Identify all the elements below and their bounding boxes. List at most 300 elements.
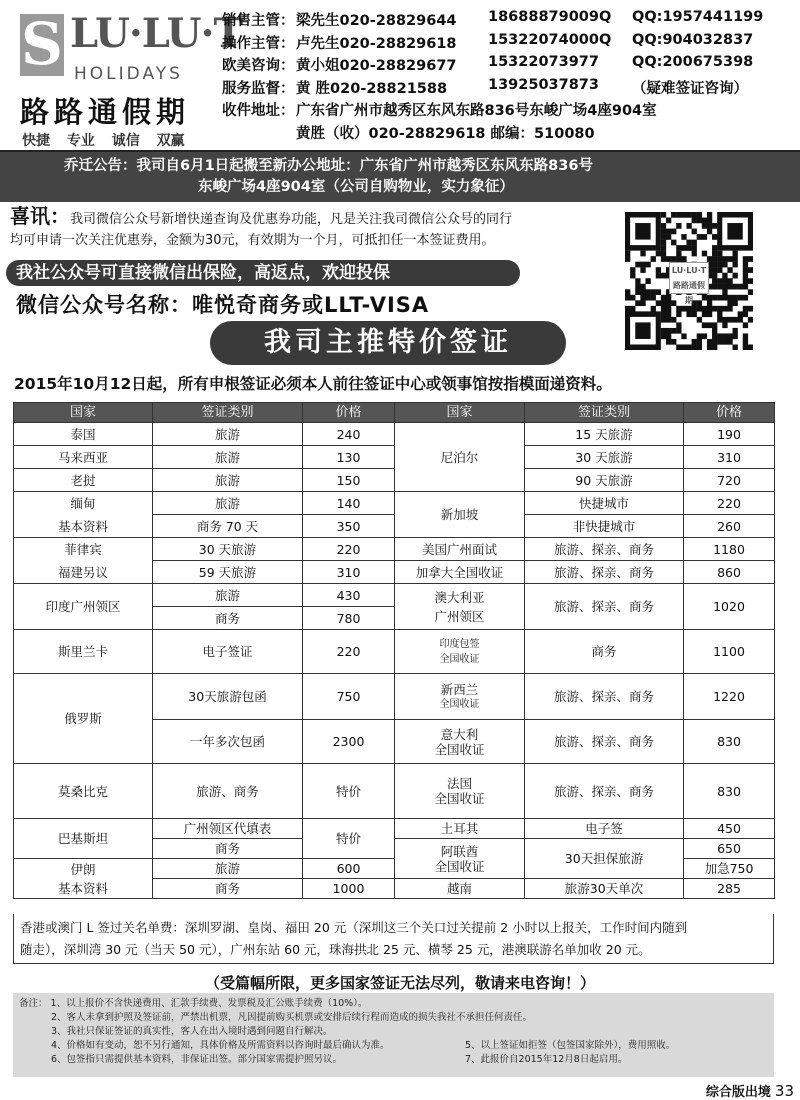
type-cell: 非快捷城市 — [525, 515, 684, 538]
country-note: 基本资料 — [57, 518, 108, 534]
qr-module — [743, 284, 748, 290]
price-cell: 780 — [303, 607, 395, 630]
qr-module — [661, 328, 666, 334]
qr-module — [692, 212, 697, 218]
qr-module — [651, 289, 656, 295]
qr-module — [743, 262, 748, 268]
type-cell: 旅游30天单次 — [525, 879, 684, 899]
qr-module — [748, 317, 753, 323]
qr-module — [671, 240, 676, 246]
type-cell: 旅游、探亲、商务 — [525, 561, 684, 584]
type-cell: 59 天旅游 — [153, 561, 303, 584]
type-cell: 旅游 — [153, 584, 303, 607]
logo-slogan: 快捷 专业 诚信 双赢 — [22, 133, 185, 149]
qr-module — [640, 295, 645, 301]
visa-price-table — [13, 402, 775, 899]
qr-module — [692, 240, 697, 246]
qr-module — [727, 339, 732, 345]
qr-module — [733, 284, 738, 290]
remark-line — [19, 997, 768, 1011]
qr-module — [702, 251, 707, 257]
type-cell: 30 天旅游 — [525, 446, 684, 469]
type-cell: 旅游、探亲、商务 — [525, 764, 684, 819]
qr-module — [702, 311, 707, 317]
qr-module — [702, 306, 707, 312]
qr-module — [743, 339, 748, 345]
qr-module — [738, 295, 743, 301]
header-country: 国家 — [395, 403, 525, 423]
qr-module — [676, 328, 681, 334]
announcement — [10, 206, 622, 251]
country-cell: 莫桑比克 — [14, 764, 153, 819]
qr-module — [676, 306, 681, 312]
qr-module — [651, 306, 656, 312]
qr-module — [712, 344, 717, 350]
qr-module — [722, 289, 727, 295]
country-name: 新西兰 — [440, 681, 479, 697]
contact-phone[interactable]: 梁先生020-28829644 — [296, 13, 457, 29]
type-cell: 商务 — [153, 607, 303, 630]
qr-module — [712, 245, 717, 251]
contact-label: 欧美咨询： — [222, 58, 295, 74]
qr-module — [738, 317, 743, 323]
wechat-account-name: 微信公众号名称：唯悦奇商务或LLT-VISA — [16, 293, 430, 317]
qr-module — [727, 284, 732, 290]
remark-text: 3、我社只保证签证的真实性，客人在出入境时遇到问题自行解决。 — [51, 1026, 333, 1037]
notice-line: 东峻广场4座904室（公司自购物业，实力象征） — [198, 179, 514, 195]
country-note: 全国收证 — [434, 791, 485, 806]
qr-module — [743, 311, 748, 317]
country-name: 阿联酋 — [440, 843, 479, 859]
hk-fees-line: 香港或澳门 L 签过关名单费：深圳罗湖、皇岗、福田 20 元（深圳这三个关口过关提前 2 小时以上报关，工作时间内随到 — [20, 920, 688, 935]
price-cell: 220 — [303, 630, 395, 674]
qr-module — [717, 339, 722, 345]
table-row — [14, 819, 775, 839]
table-row — [14, 492, 775, 515]
qr-module — [640, 251, 645, 257]
table-row — [14, 423, 775, 446]
qr-module — [712, 251, 717, 257]
qr-module — [707, 229, 712, 235]
qr-module — [743, 306, 748, 312]
qr-module — [661, 256, 666, 262]
contact-qq[interactable]: QQ:1957441199 — [632, 9, 764, 25]
qr-module — [692, 218, 697, 224]
qr-module — [661, 333, 666, 339]
qr-module — [661, 311, 666, 317]
qr-module — [722, 322, 727, 328]
qr-module — [712, 306, 717, 312]
price-cell: 720 — [684, 469, 775, 492]
qr-module — [676, 344, 681, 350]
country-cell: 印度广州领区 — [14, 584, 153, 630]
price-cell: 310 — [303, 561, 395, 584]
price-cell: 830 — [684, 720, 775, 764]
country-cell: 老挝 — [14, 469, 153, 492]
qr-module — [748, 344, 753, 350]
qr-module — [743, 273, 748, 279]
qr-module — [733, 295, 738, 301]
insurance-banner: 我社公众号可直接微信出保险，高返点，欢迎投保 — [6, 260, 520, 286]
qr-module — [625, 295, 630, 301]
type-cell: 商务 — [153, 879, 303, 899]
contact-phone[interactable]: 黄 胜020-28821588 — [296, 80, 448, 97]
qr-module — [635, 278, 640, 284]
type-cell: 商务 — [525, 630, 684, 674]
country-note: 基本资料 — [57, 880, 108, 896]
qr-module — [640, 300, 645, 306]
qr-module — [717, 267, 722, 273]
price-cell: 860 — [684, 561, 775, 584]
price-cell: 加急750 — [684, 859, 775, 879]
price-cell: 750 — [303, 674, 395, 720]
price-cell: 285 — [684, 879, 775, 899]
country-cell: 俄罗斯 — [14, 674, 153, 764]
schengen-rule: 2015年10月12日起，所有申根签证必须本人前往签证中心或领事馆按指模面递资料。 — [14, 375, 612, 393]
price-cell: 1000 — [303, 879, 395, 899]
type-cell: 旅游 — [153, 859, 303, 879]
qr-module — [727, 278, 732, 284]
country-note: 福建另议 — [57, 564, 108, 580]
qr-module — [666, 311, 671, 317]
qr-module — [666, 333, 671, 339]
header-visa-type: 签证类别 — [525, 403, 684, 423]
qr-module — [661, 245, 666, 251]
qr-module — [651, 295, 656, 301]
qr-module — [651, 256, 656, 262]
qr-module — [722, 317, 727, 323]
qr-module — [686, 240, 691, 246]
country-cell: 越南 — [395, 879, 525, 899]
qr-module — [707, 311, 712, 317]
country-name: 澳大利亚 — [434, 589, 485, 605]
contact-label: 操作主管： — [222, 35, 295, 52]
country-cell: 加拿大全国收证 — [395, 561, 525, 584]
qr-module — [661, 240, 666, 246]
contact-phone[interactable]: 卢先生020-28829618 — [296, 35, 457, 52]
qr-module — [748, 267, 753, 273]
qr-module — [702, 223, 707, 229]
qr-module — [645, 262, 650, 268]
qr-module — [743, 322, 748, 328]
qr-module — [676, 212, 681, 218]
price-cell: 130 — [303, 446, 395, 469]
qr-module — [727, 223, 742, 240]
relocation-notice — [0, 152, 800, 202]
logo-chinese-name: 路路通假期 — [20, 95, 191, 129]
price-cell: 220 — [684, 492, 775, 515]
qr-module — [712, 284, 717, 290]
qr-module — [645, 289, 650, 295]
price-cell: 260 — [684, 515, 775, 538]
price-cell: 650 — [684, 839, 775, 859]
logo-mark: S — [21, 10, 63, 78]
qr-module — [707, 344, 712, 350]
qr-module — [727, 295, 732, 301]
qr-module — [743, 256, 748, 262]
qr-module — [666, 218, 671, 224]
country-cell — [14, 492, 153, 538]
price-cell: 190 — [684, 423, 775, 446]
qr-module — [727, 300, 732, 306]
qr-module — [722, 278, 727, 284]
qr-module — [666, 234, 671, 240]
qr-module — [697, 234, 702, 240]
qr-module — [743, 295, 748, 301]
price-cell: 1220 — [684, 674, 775, 720]
qr-module — [707, 322, 712, 328]
contact-mobile[interactable]: 18688879009Q — [488, 9, 612, 25]
qr-module — [748, 256, 753, 262]
qr-module — [717, 311, 722, 317]
qr-module — [671, 317, 676, 323]
qr-module — [712, 328, 717, 334]
qr-module — [686, 245, 691, 251]
table-row — [14, 538, 775, 561]
country-note: 全国收证 — [439, 698, 480, 710]
country-name: 法国 — [446, 776, 472, 791]
country-name: 意大利 — [440, 726, 479, 742]
qr-module — [635, 322, 650, 339]
qr-module — [717, 306, 722, 312]
remark-text: 7、此报价自2015年12月8日起启用。 — [465, 1054, 628, 1065]
qr-module — [733, 328, 738, 334]
qr-module — [676, 223, 681, 229]
contact-mobile[interactable]: 15322074000Q — [488, 31, 612, 48]
contact-qq[interactable]: QQ:904032837 — [632, 31, 754, 48]
contact-row — [222, 54, 800, 77]
qr-module — [640, 289, 645, 295]
contact-phone[interactable]: 黄小姐020-28829677 — [296, 58, 457, 74]
qr-module — [743, 333, 748, 339]
qr-module — [717, 251, 722, 257]
country-cell: 巴基斯坦 — [14, 819, 153, 859]
qr-module — [722, 333, 727, 339]
address-row — [222, 122, 800, 145]
price-cell: 220 — [303, 538, 395, 561]
qr-module — [666, 328, 671, 334]
qr-module — [722, 256, 727, 262]
country-name: 伊朗 — [70, 861, 96, 877]
qr-module — [727, 306, 732, 312]
header — [0, 0, 800, 152]
qr-module — [661, 295, 666, 301]
qr-module — [630, 273, 635, 279]
qr-module — [743, 344, 748, 350]
contact-mobile[interactable]: 15322073977 — [488, 54, 599, 70]
qr-module — [625, 289, 630, 295]
qr-module — [630, 295, 635, 301]
address-line: 广东省广州市越秀区东风东路836号东峻广场4座904室 — [296, 103, 657, 119]
qr-module — [666, 306, 671, 312]
qr-module — [733, 300, 738, 306]
qr-module — [640, 267, 645, 273]
qr-module — [666, 300, 671, 306]
qr-module — [625, 256, 630, 262]
qr-module — [722, 295, 727, 301]
country-note: 广州领区 — [434, 608, 485, 624]
price-cell: 600 — [303, 859, 395, 879]
country-cell: 尼泊尔 — [395, 423, 525, 492]
hk-macau-fees — [13, 914, 774, 964]
country-cell — [14, 538, 153, 584]
qr-module — [645, 295, 650, 301]
qr-module — [645, 278, 650, 284]
qr-module — [692, 344, 697, 350]
contact-label: 服务监督： — [222, 80, 295, 97]
contact-mobile[interactable]: 13925037873 — [488, 76, 599, 93]
qr-module — [733, 251, 738, 257]
qr-module — [717, 317, 722, 323]
price-cell: 150 — [303, 469, 395, 492]
logo-brand: LU·LU·T — [70, 10, 243, 57]
type-cell: 15 天旅游 — [525, 423, 684, 446]
page-footer — [706, 1081, 794, 1100]
type-cell: 电子签证 — [153, 630, 303, 674]
country-cell: 土耳其 — [395, 819, 525, 839]
qr-module — [748, 306, 753, 312]
qr-module — [671, 300, 676, 306]
qr-module — [697, 339, 702, 345]
type-cell: 快捷城市 — [525, 492, 684, 515]
qr-module — [707, 339, 712, 345]
remark-line — [19, 1053, 768, 1067]
price-cell: 1180 — [684, 538, 775, 561]
price-cell: 特价 — [303, 819, 395, 859]
remark-line — [19, 1039, 768, 1053]
header-price: 价格 — [303, 403, 395, 423]
price-cell: 140 — [303, 492, 395, 515]
qr-module — [702, 322, 707, 328]
type-cell: 旅游、探亲、商务 — [525, 674, 684, 720]
qr-module — [712, 234, 717, 240]
price-cell: 240 — [303, 423, 395, 446]
qr-module — [656, 251, 661, 257]
qr-module — [661, 273, 666, 279]
remarks-box — [13, 993, 774, 1077]
qr-module — [738, 284, 743, 290]
qr-module — [712, 256, 717, 262]
country-name: 菲律宾 — [64, 541, 102, 557]
qr-module — [625, 251, 630, 257]
type-cell: 旅游 — [153, 492, 303, 515]
qr-module — [717, 262, 722, 268]
table-row — [14, 630, 775, 674]
table-row — [14, 469, 775, 492]
qr-module — [727, 267, 732, 273]
contact-note: （疑难签证咨询） — [632, 80, 748, 97]
type-cell: 30天担保旅游 — [525, 839, 684, 879]
country-cell: 新加坡 — [395, 492, 525, 538]
type-cell: 旅游、商务 — [153, 764, 303, 819]
table-row — [14, 764, 775, 819]
qr-module — [671, 328, 676, 334]
qr-module — [722, 284, 727, 290]
qr-module — [692, 339, 697, 345]
qr-center-logo: LU·LU·T 路路通假期 — [669, 262, 709, 294]
qr-module — [661, 223, 666, 229]
table-row — [14, 674, 775, 720]
announcement-title: 喜讯： — [10, 204, 70, 228]
qr-module — [656, 267, 661, 273]
country-cell — [395, 584, 525, 630]
qr-module — [635, 300, 640, 306]
country-cell: 马来西亚 — [14, 446, 153, 469]
qr-module — [681, 245, 686, 251]
qr-module — [712, 322, 717, 328]
qr-module — [676, 245, 681, 251]
remark-line — [19, 1011, 768, 1025]
qr-module — [748, 278, 753, 284]
qr-module — [712, 278, 717, 284]
qr-module — [666, 295, 671, 301]
qr-module — [697, 218, 702, 224]
qr-module — [676, 322, 681, 328]
remark-text: 6、包签指只需提供基本资料，非保证出签。部分国家需提护照另议。 — [51, 1054, 343, 1065]
qr-module — [707, 218, 712, 224]
address-recipient: 黄胜（收）020-28829618 邮编：510080 — [296, 125, 595, 142]
qr-module — [692, 229, 697, 235]
address-row — [222, 99, 800, 122]
qr-module — [717, 295, 722, 301]
qr-module — [671, 229, 676, 235]
logo-subtitle: HOLIDAYS — [74, 64, 183, 84]
qr-module — [697, 212, 702, 218]
qr-module — [692, 311, 697, 317]
qr-module — [727, 256, 732, 262]
qr-module — [712, 273, 717, 279]
qr-module — [661, 251, 666, 257]
qr-code[interactable] — [625, 212, 753, 350]
qr-module — [717, 284, 722, 290]
country-cell — [395, 839, 525, 879]
contact-row — [222, 77, 800, 100]
country-cell — [395, 764, 525, 819]
space-limit-note: （受篇幅所限，更多国家签证无法尽列，敬请来电咨询！） — [204, 974, 595, 992]
qr-module — [635, 223, 650, 240]
qr-module — [661, 212, 666, 218]
qr-module — [733, 256, 738, 262]
country-cell — [395, 674, 525, 720]
qr-module — [625, 306, 630, 312]
price-cell: 2300 — [303, 720, 395, 764]
qr-module — [681, 234, 686, 240]
qr-module — [640, 284, 645, 290]
contact-qq[interactable]: QQ:200675398 — [632, 54, 754, 70]
qr-module — [702, 333, 707, 339]
qr-module — [712, 223, 717, 229]
qr-module — [692, 251, 697, 257]
price-cell: 310 — [684, 446, 775, 469]
promo-title: 我司主推特价签证 — [210, 321, 566, 365]
type-cell: 30天旅游包函 — [153, 674, 303, 720]
qr-module — [712, 267, 717, 273]
contact-label: 销售主管： — [222, 13, 295, 29]
qr-module — [707, 223, 712, 229]
header-visa-type: 签证类别 — [153, 403, 303, 423]
qr-module — [712, 333, 717, 339]
qr-module — [630, 267, 635, 273]
qr-module — [661, 229, 666, 235]
table-header-row — [14, 403, 775, 423]
qr-module — [712, 295, 717, 301]
country-cell: 美国广州面试 — [395, 538, 525, 561]
qr-module — [738, 311, 743, 317]
qr-module — [666, 339, 671, 345]
type-cell: 旅游 — [153, 446, 303, 469]
price-cell: 特价 — [303, 764, 395, 819]
qr-module — [702, 234, 707, 240]
